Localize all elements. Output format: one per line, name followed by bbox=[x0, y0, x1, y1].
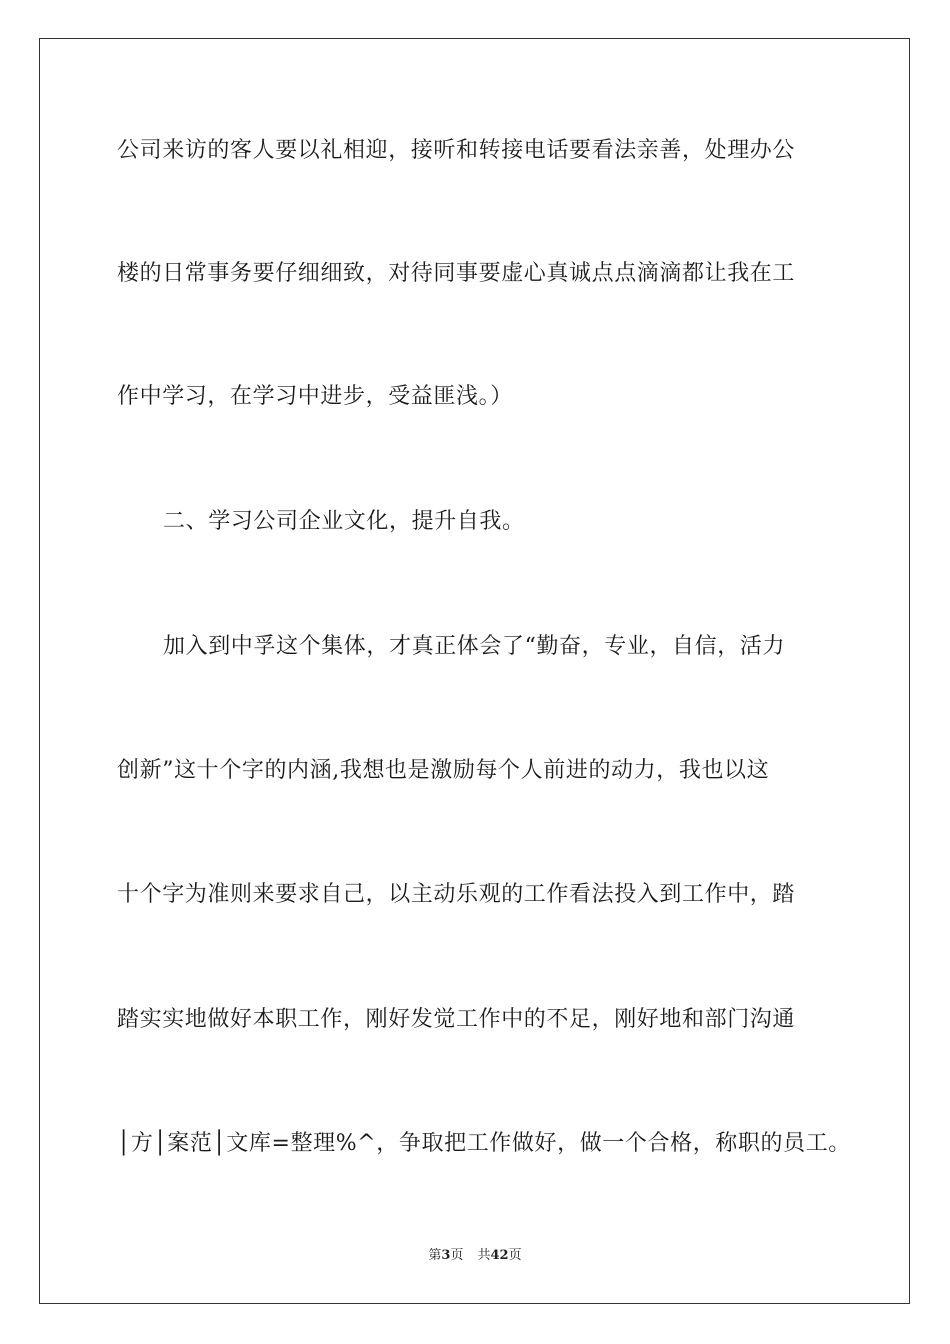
body-text-line: 踏实实地做好本职工作，刚好发觉工作中的不足，刚好地和部门沟通 bbox=[117, 1007, 796, 1032]
body-text-line: │方│案范│文库=整理%^，争取把工作做好，做一个合格，称职的员工。 bbox=[117, 1131, 851, 1156]
footer-total-prefix: 共 bbox=[477, 1248, 491, 1263]
body-text-line: 加入到中孚这个集体，才真正体会了“勤奋，专业，自信，活力 bbox=[163, 634, 786, 659]
footer-total-suffix: 页 bbox=[508, 1248, 522, 1263]
footer-prefix: 第 bbox=[428, 1248, 442, 1263]
page-border bbox=[39, 38, 910, 1304]
body-text-line: 创新”这十个字的内涵,我想也是激励每个人前进的动力，我也以这 bbox=[117, 758, 770, 783]
body-text-line: 十个字为准则来要求自己，以主动乐观的工作看法投入到工作中，踏 bbox=[117, 882, 796, 907]
current-page-number: 3 bbox=[441, 1248, 451, 1263]
footer-page-suffix: 页 bbox=[450, 1248, 464, 1263]
total-pages-number: 42 bbox=[490, 1248, 509, 1263]
page-footer bbox=[0, 1247, 950, 1265]
section-heading: 二、学习公司企业文化，提升自我。 bbox=[163, 509, 525, 534]
body-text-line: 公司来访的客人要以礼相迎，接听和转接电话要看法亲善，处理办公 bbox=[117, 138, 796, 163]
body-text-line: 作中学习，在学习中进步，受益匪浅。） bbox=[117, 384, 513, 409]
body-text-line: 楼的日常事务要仔细细致，对待同事要虚心真诚点点滴滴都让我在工 bbox=[117, 261, 796, 286]
